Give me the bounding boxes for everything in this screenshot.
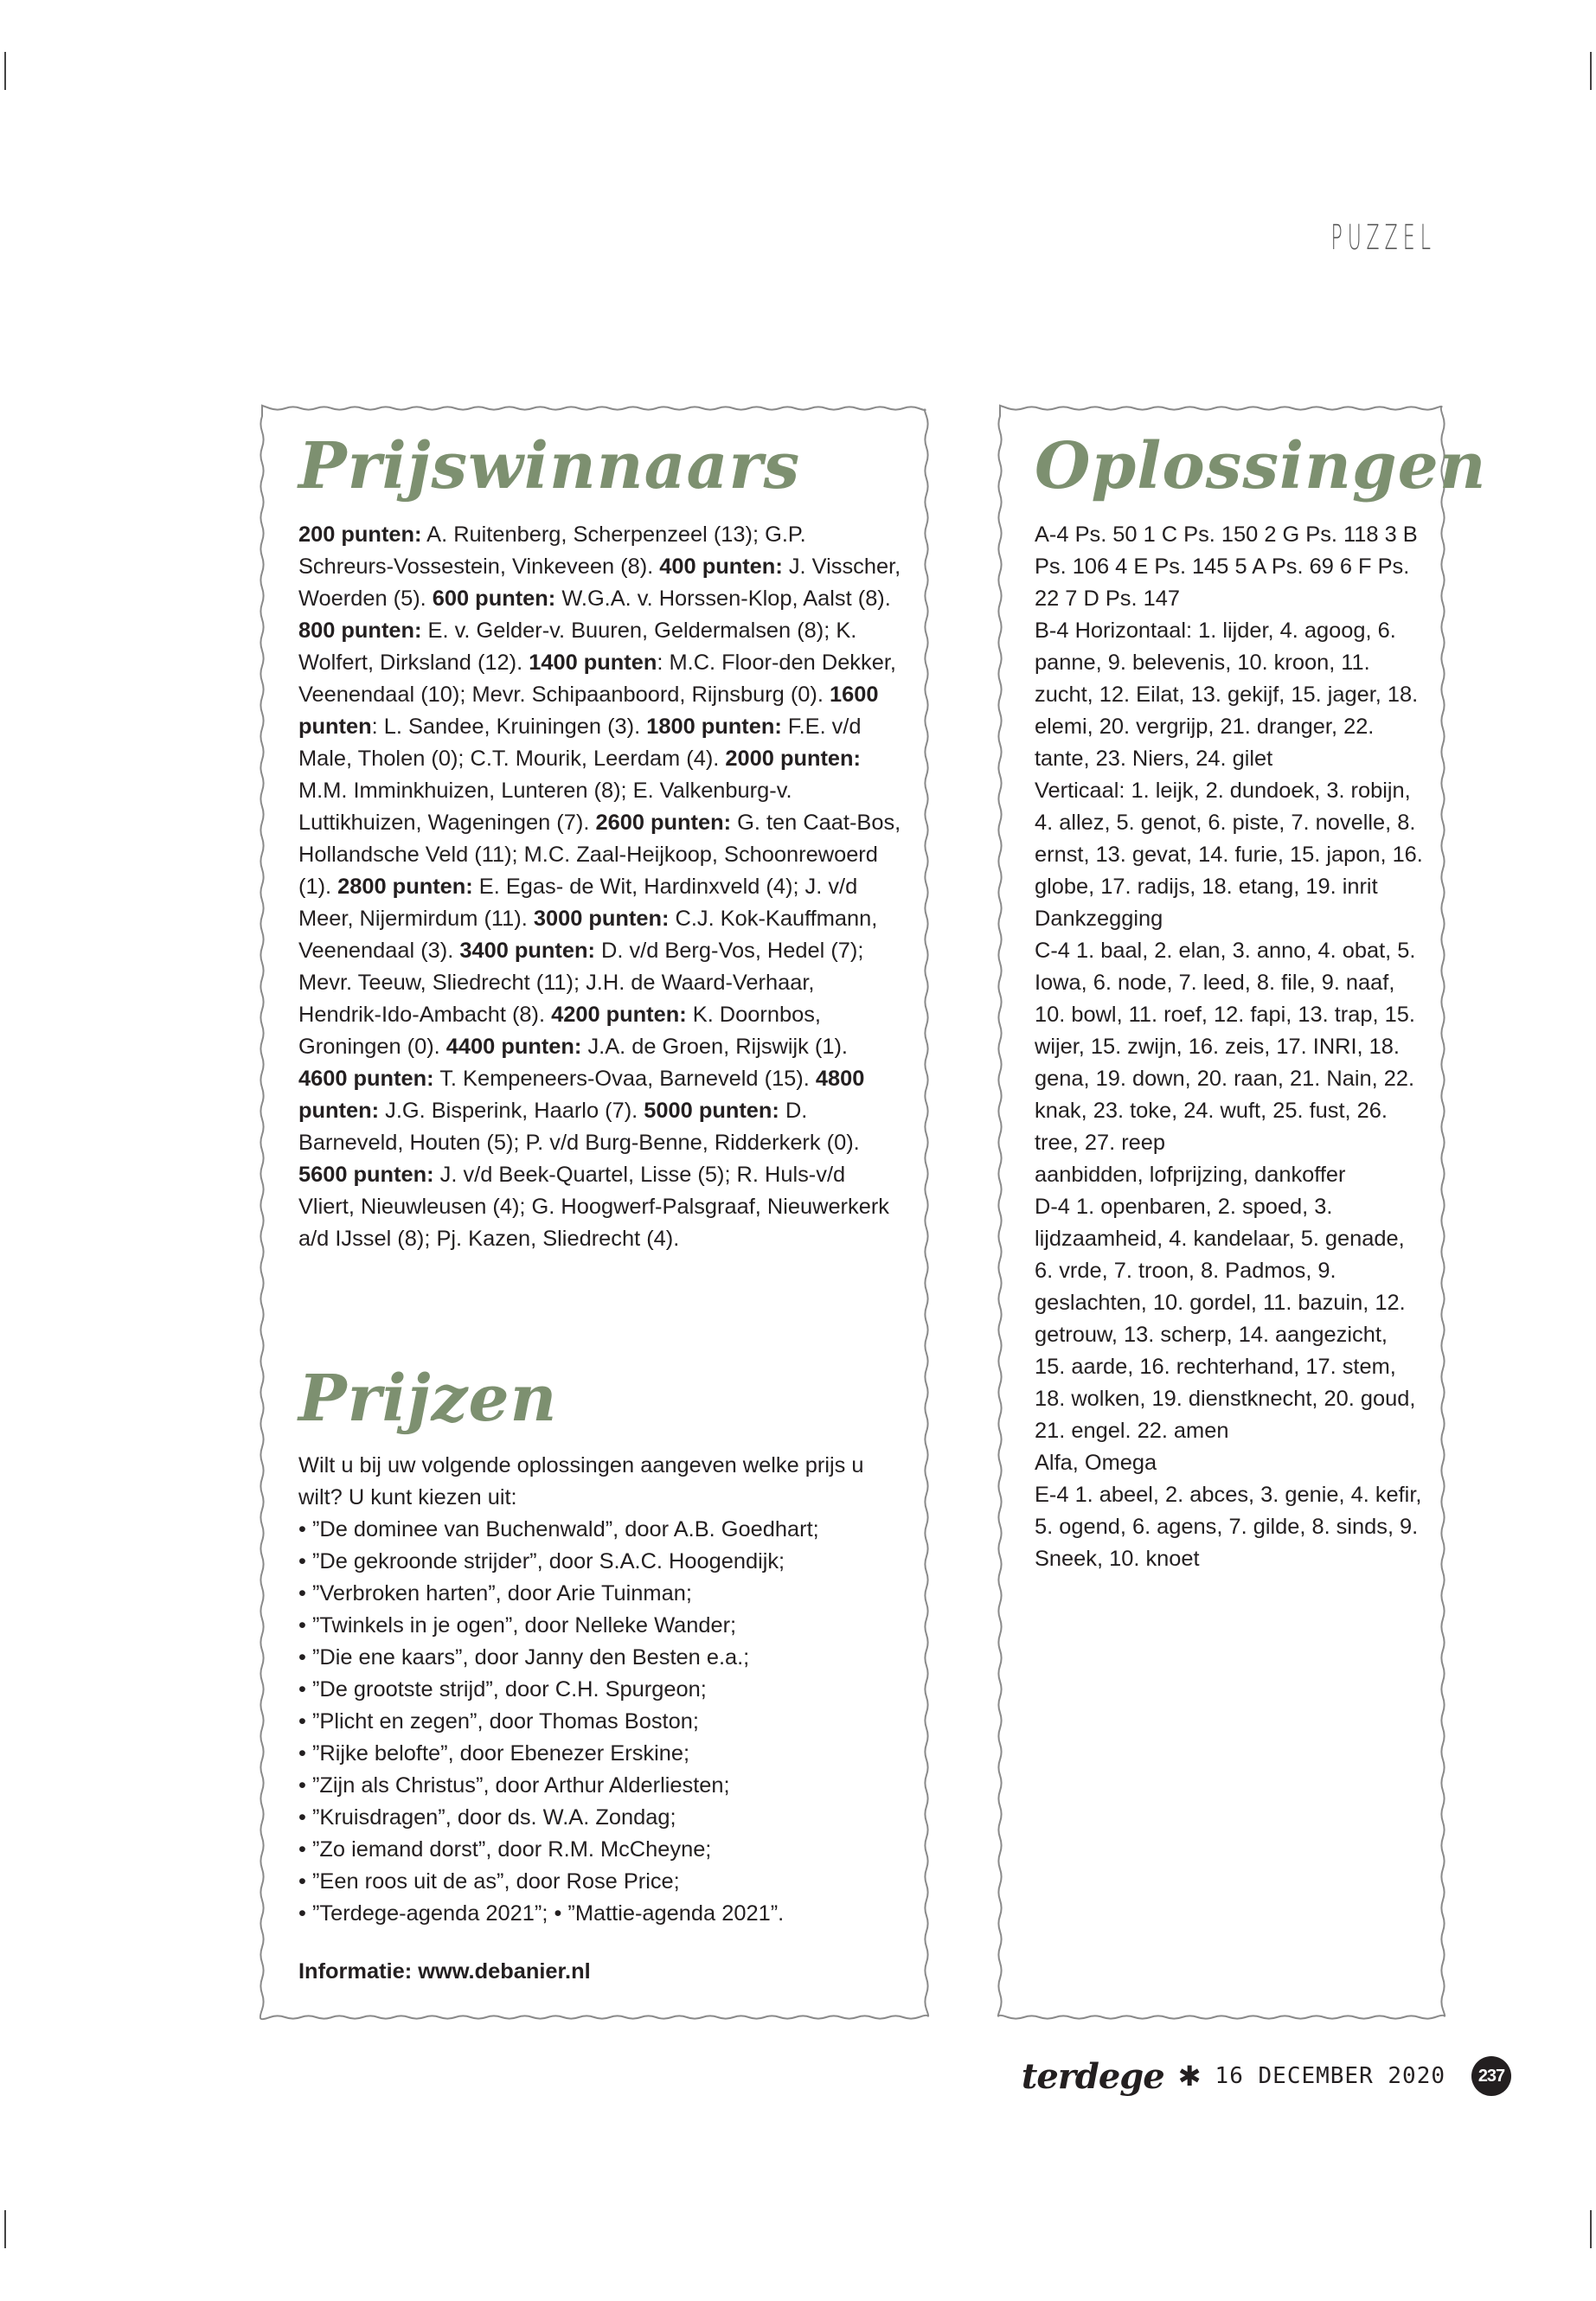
prijzen-heading: Prijzen [298, 1362, 558, 1436]
prijzen-list [298, 1514, 902, 1930]
oplossingen-heading: Oplossingen [1035, 429, 1487, 503]
solution-line: C-4 1. baal, 2. elan, 3. anno, 4. obat, 5. Iowa, 6. node, 7. leed, 8. file, 9. naaf, 10. bowl, 11. roef, 12. fapi, 13. trap, 15. wijer, 15. zwijn, 16. zeis, 17. INRI, 18. gena, 19. down, 20. raan, 21. Nain, 22. knak, 23. toke, 24. wuft, 25. fust, 26. tree, 27. reep [1035, 939, 1416, 1155]
winner-names: C.J. Kok-Kauffmann, Veenendaal (3). [298, 907, 878, 963]
prijswinnaars-box [262, 408, 926, 2017]
prize-item: • ”Twinkels in je ogen”, door Nelleke Wander; [298, 1613, 737, 1638]
winner-names: A. Ruitenberg, Scherpenzeel (13); G.P. Schreurs-Vossestein, Vinkeveen (8). [298, 522, 806, 579]
winner-names: F.E. v/d Male, Tholen (0); C.T. Mourik, Leerdam (4). [298, 715, 862, 771]
winner-names: M.M. Imminkhuizen, Lunteren (8); E. Valkenburg-v. Luttikhuizen, Wageningen (7). [298, 779, 792, 835]
points-label: 400 punten: [659, 554, 783, 579]
winner-names: E. Egas- de Wit, Hardinxveld (4); J. v/d Meer, Nijermirdum (11). [298, 875, 858, 931]
crop-mark-bottom-left [4, 2210, 6, 2248]
prijswinnaars-heading: Prijswinnaars [298, 429, 801, 503]
points-label: 3400 punten: [459, 939, 595, 963]
winner-names: J.G. Bisperink, Haarlo (7). [379, 1099, 644, 1123]
solution-line: E-4 1. abeel, 2. abces, 3. genie, 4. kefir, 5. ogend, 6. agens, 7. gilde, 8. sinds, 9. Sneek, 10. knoet [1035, 1483, 1422, 1571]
prize-item: • ”De grootste strijd”, door C.H. Spurgeon; [298, 1677, 707, 1702]
prize-item: • ”Kruisdragen”, door ds. W.A. Zondag; [298, 1805, 676, 1830]
points-label: 1600 punten [298, 683, 879, 739]
solution-line: Alfa, Omega [1035, 1451, 1157, 1475]
winner-names: K. Doornbos, Groningen (0). [298, 1003, 821, 1059]
points-label: 800 punten: [298, 619, 422, 643]
winner-names: : L. Sandee, Kruiningen (3). [371, 715, 647, 739]
prize-item: • ”Verbroken harten”, door Arie Tuinman; [298, 1581, 692, 1606]
points-label: 3000 punten: [533, 907, 670, 931]
points-label: 1400 punten [529, 651, 657, 675]
prize-item: • ”De dominee van Buchenwald”, door A.B. Goedhart; [298, 1517, 819, 1541]
solution-line: D-4 1. openbaren, 2. spoed, 3. lijdzaamheid, 4. kandelaar, 5. genade, 6. vrde, 7. troon, 8. Padmos, 9. geslachten, 10. gordel, 11. bazuin, 12. getrouw, 13. scherp, 14. aangezicht, 15. aarde, 16. rechterhand, 17. stem, 18. wolken, 19. dienstknecht, 20. goud, 21. engel. 22. amen [1035, 1195, 1416, 1443]
terdege-logo: terdege [1021, 2055, 1164, 2097]
prize-item: • ”Rijke belofte”, door Ebenezer Erskine; [298, 1741, 690, 1766]
prize-item: • ”De gekroonde strijder”, door S.A.C. Hoogendijk; [298, 1549, 785, 1574]
prize-item: • ”Zo iemand dorst”, door R.M. McCheyne; [298, 1837, 712, 1862]
prize-item: • ”Die ene kaars”, door Janny den Besten e.a.; [298, 1645, 750, 1670]
solution-line: Verticaal: 1. leijk, 2. dundoek, 3. robijn, 4. allez, 5. genot, 6. piste, 7. novelle, 8. ernst, 13. gevat, 14. furie, 15. japon, 16. globe, 17. radijs, 18. etang, 19. inrit [1035, 779, 1423, 899]
star-icon: ✱ [1177, 2061, 1202, 2092]
prijzen-intro: Wilt u bij uw volgende oplossingen aangeven welke prijs u wilt? U kunt kiezen uit: [298, 1453, 864, 1509]
winner-names: J. v/d Beek-Quartel, Lisse (5); R. Huls-v/d Vliert, Nieuwleusen (4); G. Hoogwerf-Palsgraaf, Nieuwerkerk a/d IJssel (8); Pj. Kazen, Sliedrecht (4). [298, 1163, 889, 1251]
prize-item: • ”Terdege-agenda 2021”; • ”Mattie-agenda 2021”. [298, 1901, 785, 1926]
winner-names: J. Visscher, Woerden (5). [298, 554, 901, 611]
section-label: PUZZEL [1330, 218, 1436, 258]
winner-names: T. Kempeneers-Ovaa, Barneveld (15). [433, 1067, 816, 1091]
prijzen-section [298, 1362, 902, 1988]
solution-line: A-4 Ps. 50 1 C Ps. 150 2 G Ps. 118 3 B Ps. 106 4 E Ps. 145 5 A Ps. 69 6 F Ps. 22 7 D Ps. 147 [1035, 522, 1418, 611]
prize-item: • ”Plicht en zegen”, door Thomas Boston; [298, 1709, 699, 1734]
solution-line: Dankzegging [1035, 907, 1163, 931]
points-label: 1800 punten: [646, 715, 782, 739]
points-label: 4200 punten: [551, 1003, 687, 1027]
prize-item: • ”Zijn als Christus”, door Arthur Alderliesten; [298, 1773, 730, 1798]
winner-names: E. v. Gelder-v. Buuren, Geldermalsen (8); K. Wolfert, Dirksland (12). [298, 619, 857, 675]
page-footer [1022, 2051, 1511, 2101]
points-label: 4400 punten: [445, 1035, 582, 1059]
oplossingen-box [1000, 408, 1487, 2017]
prijswinnaars-text [298, 519, 902, 1255]
winner-names: G. ten Caat-Bos, Hollandsche Veld (11); M.C. Zaal-Heijkoop, Schoonrewoerd (1). [298, 811, 901, 899]
crop-mark-top-right [1590, 52, 1592, 90]
points-label: 5000 punten: [644, 1099, 779, 1123]
points-label: 2800 punten: [337, 875, 473, 899]
points-label: 4800 punten: [298, 1067, 865, 1123]
info-line [298, 1956, 902, 1988]
winner-names: D. v/d Berg-Vos, Hedel (7); Mevr. Teeuw, Sliedrecht (11); J.H. de Waard-Verhaar, Hendrik-Ido-Ambacht (8). [298, 939, 864, 1027]
prize-item: • ”Een roos uit de as”, door Rose Price; [298, 1869, 680, 1894]
solution-line: aanbidden, lofprijzing, dankoffer [1035, 1163, 1346, 1187]
oplossingen-text [1035, 519, 1424, 1575]
points-label: 200 punten: [298, 522, 422, 547]
winner-names: : M.C. Floor-den Dekker, Veenendaal (10); Mevr. Schipaanboord, Rijnsburg (0). [298, 651, 896, 707]
crop-mark-bottom-right [1590, 2210, 1592, 2248]
solution-line: B-4 Horizontaal: 1. lijder, 4. agoog, 6. panne, 9. belevenis, 10. kroon, 11. zucht, 12. Eilat, 13. gekijf, 15. jager, 18. elemi, 20. vergrijp, 21. dranger, 22. tante, 23. Niers, 24. gilet [1035, 619, 1419, 771]
crop-mark-top-left [4, 52, 6, 90]
points-label: 2000 punten: [725, 747, 862, 771]
issue-date: 16 DECEMBER 2020 [1215, 2063, 1445, 2089]
points-label: 4600 punten: [298, 1067, 434, 1091]
points-label: 5600 punten: [298, 1163, 434, 1187]
prijswinnaars-section [298, 429, 902, 1255]
points-label: 2600 punten: [595, 811, 732, 835]
points-label: 600 punten: [432, 586, 556, 611]
winner-names: W.G.A. v. Horssen-Klop, Aalst (8). [555, 586, 891, 611]
winner-names: J.A. de Groen, Rijswijk (1). [581, 1035, 848, 1059]
winner-names: D. Barneveld, Houten (5); P. v/d Burg-Benne, Ridderkerk (0). [298, 1099, 860, 1155]
info-link[interactable]: Informatie: www.debanier.nl [298, 1959, 591, 1984]
oplossingen-section [1035, 429, 1487, 1575]
page-number: 237 [1471, 2056, 1511, 2096]
